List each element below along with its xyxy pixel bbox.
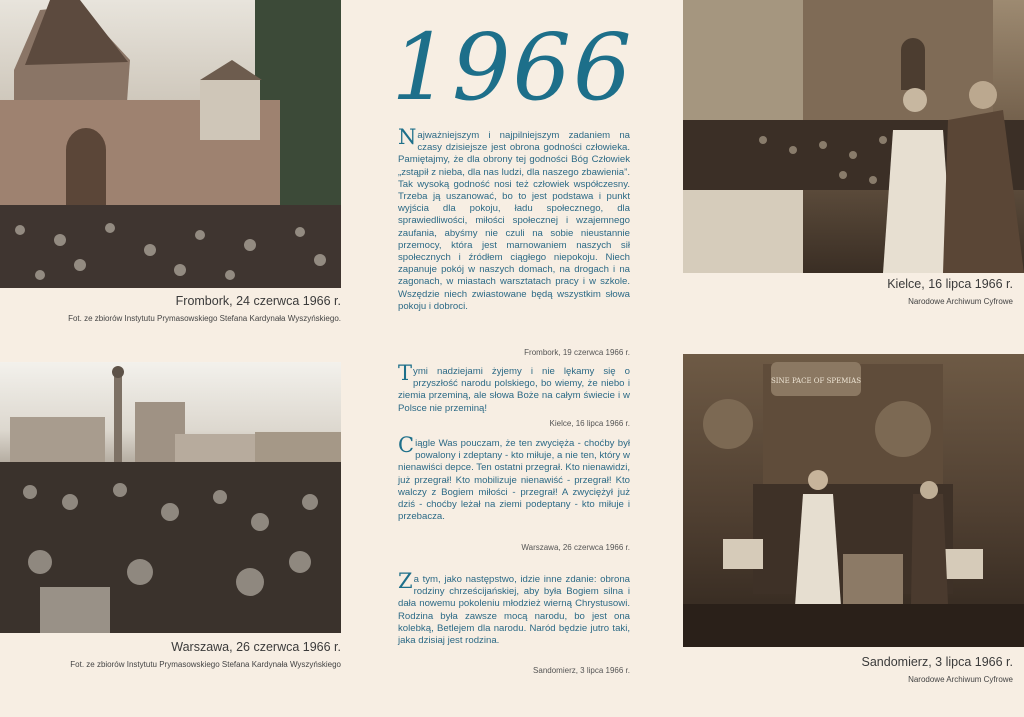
quote-sandomierz-initial: Z [398,569,413,593]
year-heading: 1966 [391,14,634,121]
caption-frombork [0,294,341,323]
source-frombork: Frombork, 19 czerwca 1966 r. [524,348,630,357]
caption-kielce-credit: Narodowe Archiwum Cyfrowe [908,297,1013,306]
caption-warszawa-credit: Fot. ze zbiorów Instytutu Prymasowskiego Stefana Kardynała Wyszyńskiego [70,660,341,669]
photo-kielce [683,0,1024,273]
quote-warszawa-initial: C [398,433,415,457]
quote-kielce-initial: T [398,361,413,385]
quote-sandomierz-text: a tym, jako następstwo, idzie inne zdanie: obrona rodziny chrześcijańskiej, aby była Bogiem silna i dała nowemu pokoleniu młodzież wierną Chrystusowi. Rodzina była zawsze mocą narodu, bo jest ona kolebką, Betlejem dla narodu. Naród będzie jutro taki, jaka dzisiaj jest rodzina. [398,574,630,647]
caption-frombork-credit: Fot. ze zbiorów Instytutu Prymasowskiego Stefana Kardynała Wyszyńskiego. [68,314,341,323]
caption-sandomierz [683,655,1013,684]
quote-warszawa [398,433,630,523]
quote-warszawa-text: iągle Was pouczam, że ten zwycięża - choćby był powalony i zdeptany - kto miłuje, a nie ten, który w nienawiści depce. Ten ostatni przegrał. Kto nienawidzi, już przegrał! Kto mobilizuje nienawiść - przegrał! Kto walczy z Bogiem miłości - przegrał! A zwyciężył już dziś - choćby leżał na ziemi podeptany - kto miłuje i przebacza. [398,438,630,523]
caption-kielce [683,277,1013,306]
caption-sandomierz-credit: Narodowe Archiwum Cyfrowe [908,675,1013,684]
photo-warszawa [0,362,341,633]
quote-kielce-text: ymi nadziejami żyjemy i nie lękamy się o przyszłość narodu polskiego, bo wiemy, że niebo i ziemia przeminą, ale słowa Boże na całym świecie i w Polsce nie przeminą! [398,366,630,414]
source-warszawa: Warszawa, 26 czerwca 1966 r. [521,543,630,552]
source-sandomierz: Sandomierz, 3 lipca 1966 r. [533,666,630,675]
quote-frombork-initial: N [398,125,417,149]
caption-warszawa-title: Warszawa, 26 czerwca 1966 r. [171,640,341,654]
source-kielce: Kielce, 16 lipca 1966 r. [549,419,630,428]
quote-frombork [398,125,630,313]
caption-sandomierz-title: Sandomierz, 3 lipca 1966 r. [861,655,1013,669]
caption-warszawa [0,640,341,669]
quote-sandomierz [398,569,630,647]
photo-sandomierz [683,354,1024,647]
quote-frombork-text: ajważniejszym i najpilniejszym zadaniem na czasy dzisiejsze jest obrona godności człowieka. Pamiętajmy, że dla obrony tej godności Bóg Człowiek „zstąpił z nieba, dla nas ludzi, dla naszego zbawienia”. Tak wysoką godność nosi też człowiek współczesny. Trzeba ją uszanować, bo to jest podstawa i punkt wyjścia dla pokoju, ładu społecznego, dla sprawiedliwości, miłości społecznej i wzajemnego zaufania, abyśmy nie czuli na sobie nieustannie przemocy, która jest marnowaniem naszych sił społecznych i źródłem ciągłego niepokoju. Niech zapanuje pokój w naszych domach, na drogach i na zagonach, w miastach warsztatach pracy i w szkole. Wszędzie niech zwiastowane będą wszystkim słowa pokoju i dobroci. [398,130,630,312]
photo-frombork [0,0,341,288]
caption-kielce-title: Kielce, 16 lipca 1966 r. [887,277,1013,291]
inscription-text: SINE PACE OF SPEMIAS [770,377,862,385]
quote-kielce [398,361,630,415]
caption-frombork-title: Frombork, 24 czerwca 1966 r. [175,294,341,308]
